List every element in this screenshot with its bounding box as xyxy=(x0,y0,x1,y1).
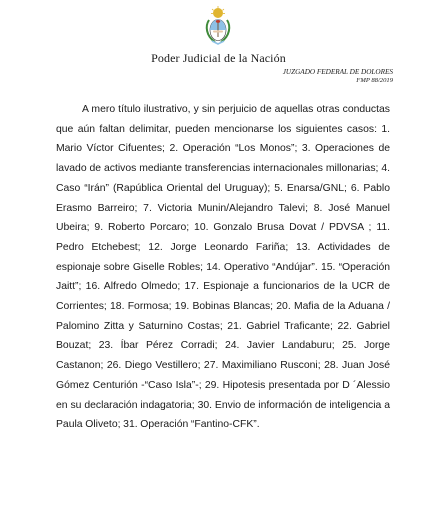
file-number: FMP 88/2019 xyxy=(356,77,393,84)
court-name: JUZGADO FEDERAL DE DOLORES xyxy=(282,68,393,76)
national-coat-of-arms-icon xyxy=(203,6,233,46)
body-paragraph: A mero título ilustrativo, y sin perjuicio de aquellas otras conductas que aún faltan delimitar, pueden mencionarse los siguientes casos: 1. Mario Víctor Cifuentes; 2. Operación “Los Monos”; 3. Operaciones de lavado de activos mediante transferencias internacionales millonarias; 4. Caso “Irán” (Rapública Oriental del Uruguay); 5. Enarsa/GNL; 6. Pablo Erasmo Barreiro; 7. Victoria Munin/Alejandro Talevi; 8. José Manuel Ubeira; 9. Roberto Porcaro; 10. Gonzalo Brusa Dovat / PDVSA ; 11. Pedro Etchebest; 12. Jorge Leonardo Fariña; 13. Actividades de espionaje sobre Giselle Robles; 14. Operativo “Andújar”. 15. “Operación Jaitt”; 16. Alfredo Olmedo; 17. Espionaje a funcionarios de la UCR de Corrientes; 18. Formosa; 19. Bobinas Blancas; 20. Mafia de la Aduana / Palomino Zitta y Saturnino Costas; 21. Gabriel Traficante; 22. Gabriel Bouzat; 23. Íbar Pérez Corradi; 24. Javier Landaburu; 25. Jorge Castanon; 26. Diego Vestillero; 27. Maximiliano Rusconi; 28. Juan José Gómez Centurión -“Caso Isla”-; 29. Hipotesis presentada por D ´Alessio en su declaración indagatoria; 30. Envio de información de inteligencia a Paula Oliveto; 31. Operación “Fantino-CFK”. xyxy=(56,104,390,431)
institution-title: Poder Judicial de la Nación xyxy=(151,51,286,65)
